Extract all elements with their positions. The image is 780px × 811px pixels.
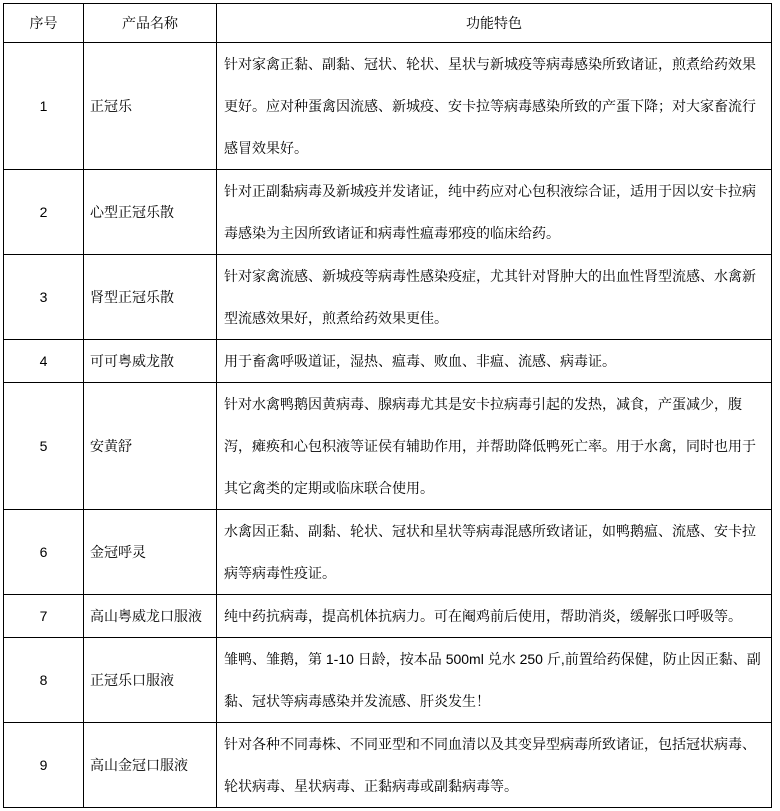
feature-cell: 用于畜禽呼吸道证，湿热、瘟毒、败血、非瘟、流感、病毒证。: [217, 340, 772, 383]
table-row: [4, 340, 772, 383]
table-row: [4, 595, 772, 638]
table-row: [4, 510, 772, 595]
product-name-cell: 金冠呼灵: [84, 510, 217, 595]
row-number-cell: 9: [4, 723, 84, 808]
product-name-cell: 肾型正冠乐散: [84, 255, 217, 340]
feature-cell: 针对水禽鸭鹅因黄病毒、腺病毒尤其是安卡拉病毒引起的发热，减食，产蛋减少，腹泻，瘫痪和心包积液等证侯有辅助作用，并帮助降低鸭死亡率。用于水禽，同时也用于其它禽类的定期或临床联合使用。: [217, 383, 772, 510]
feature-cell: 针对家禽正黏、副黏、冠状、轮状、星状与新城疫等病毒感染所致诸证，煎煮给药效果更好。应对种蛋禽因流感、新城疫、安卡拉等病毒感染所致的产蛋下降；对大家畜流行感冒效果好。: [217, 43, 772, 170]
row-number-cell: 8: [4, 638, 84, 723]
header-cell-number: 序号: [4, 4, 84, 43]
header-cell-product-name: 产品名称: [84, 4, 217, 43]
feature-cell: 雏鸭、雏鹅，第 1-10 日龄，按本品 500ml 兑水 250 斤,前置给药保健，防止因正黏、副黏、冠状等病毒感染并发流感、肝炎发生！: [217, 638, 772, 723]
header-cell-feature: 功能特色: [217, 4, 772, 43]
table-body: [4, 43, 772, 808]
feature-cell: 针对各种不同毒株、不同亚型和不同血清以及其变异型病毒所致诸证，包括冠状病毒、轮状病毒、星状病毒、正黏病毒或副黏病毒等。: [217, 723, 772, 808]
product-name-cell: 正冠乐口服液: [84, 638, 217, 723]
row-number-cell: 5: [4, 383, 84, 510]
table-row: [4, 383, 772, 510]
table-row: [4, 43, 772, 170]
row-number-cell: 7: [4, 595, 84, 638]
table-row: [4, 723, 772, 808]
row-number-cell: 2: [4, 170, 84, 255]
product-name-cell: 心型正冠乐散: [84, 170, 217, 255]
table-row: [4, 170, 772, 255]
product-name-cell: 高山金冠口服液: [84, 723, 217, 808]
product-feature-table: [3, 3, 772, 808]
feature-cell: 针对正副黏病毒及新城疫并发诸证，纯中药应对心包积液综合证，适用于因以安卡拉病毒感染为主因所致诸证和病毒性瘟毒邪疫的临床给药。: [217, 170, 772, 255]
header-row: [4, 4, 772, 43]
row-number-cell: 3: [4, 255, 84, 340]
product-name-cell: 高山粤威龙口服液: [84, 595, 217, 638]
row-number-cell: 1: [4, 43, 84, 170]
row-number-cell: 4: [4, 340, 84, 383]
row-number-cell: 6: [4, 510, 84, 595]
table-row: [4, 638, 772, 723]
feature-cell: 水禽因正黏、副黏、轮状、冠状和星状等病毒混感所致诸证，如鸭鹅瘟、流感、安卡拉病等病毒性疫证。: [217, 510, 772, 595]
table-header: [4, 4, 772, 43]
product-name-cell: 可可粤威龙散: [84, 340, 217, 383]
product-name-cell: 正冠乐: [84, 43, 217, 170]
feature-cell: 针对家禽流感、新城疫等病毒性感染疫症，尤其针对肾肿大的出血性肾型流感、水禽新型流感效果好，煎煮给药效果更佳。: [217, 255, 772, 340]
table-row: [4, 255, 772, 340]
product-name-cell: 安黄舒: [84, 383, 217, 510]
feature-cell: 纯中药抗病毒，提高机体抗病力。可在阉鸡前后使用，帮助消炎，缓解张口呼吸等。: [217, 595, 772, 638]
